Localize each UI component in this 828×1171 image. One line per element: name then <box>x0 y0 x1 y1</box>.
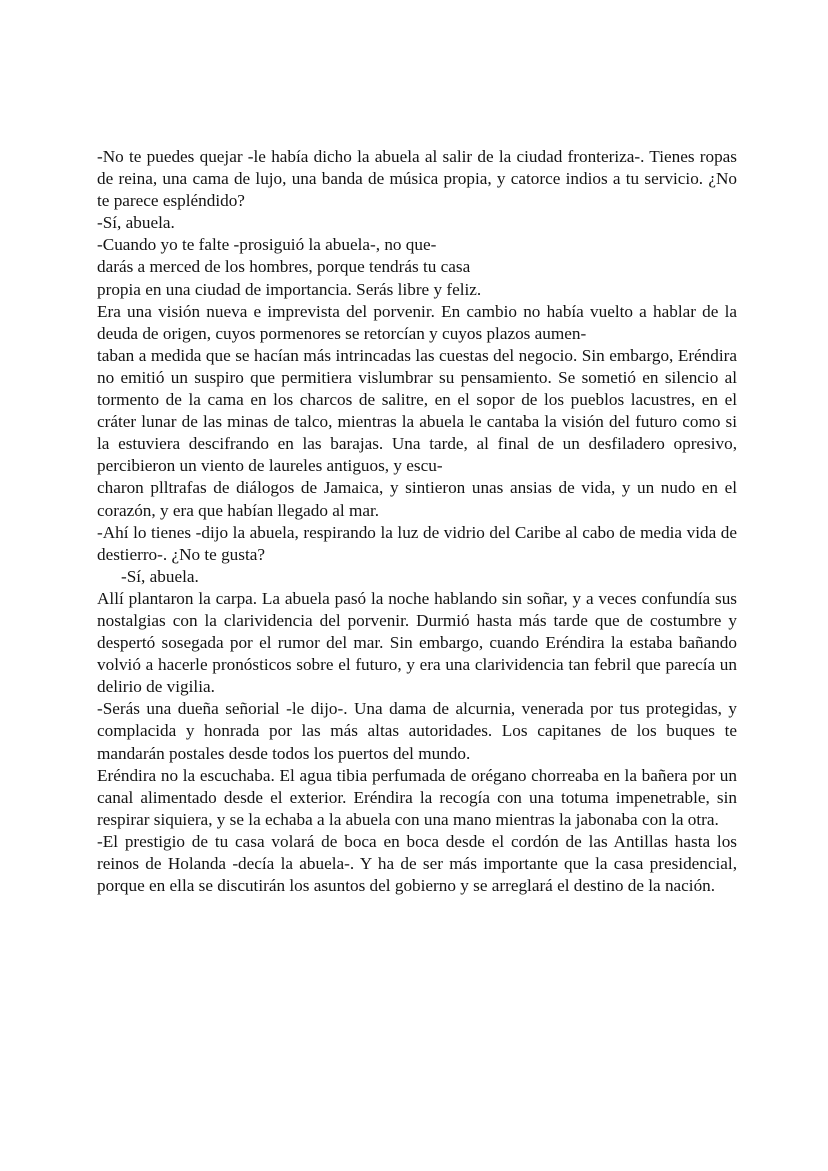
paragraph-3: -Cuando yo te falte -prosiguió la abuela-, no que- <box>97 235 437 255</box>
paragraph-11: Allí plantaron la carpa. La abuela pasó la noche hablando sin soñar, y a veces confundía sus nostalgias con la clarividencia del porvenir. Durmió hasta más tarde que de costumbre y despertó sosegada por el rumor del mar. Sin embargo, cuando Eréndira la estaba bañando volvió a hacerle pronósticos sobre el futuro, y era una clarividencia tan febril que parecía un delirio de vigilia. <box>97 588 737 697</box>
paragraph-5: propia en una ciudad de importancia. Serás libre y feliz. <box>97 279 482 299</box>
paragraph-14: -El prestigio de tu casa volará de boca en boca desde el cordón de las Antillas hasta los reinos de Holanda -decía la abuela-. Y ha de ser más importante que la casa presidencial, porque en ella se discutirán los asuntos del gobierno y se arreglará el destino de la nación. <box>97 831 737 896</box>
paragraph-8: charon plltrafas de diálogos de Jamaica, y sintieron unas ansias de vida, y un nudo en el corazón, y era que habían llegado al mar. <box>97 478 737 520</box>
paragraph-7: taban a medida que se hacían más intrincadas las cuestas del negocio. Sin embargo, Eréndira no emitió un suspiro que permitiera vislumbrar su pensamiento. Se sometió en silencio al tormento de la cama en los charcos de salitre, en el sopor de los pueblos lacustres, en el cráter lunar de las minas de talco, mientras la abuela le cantaba la visión del futuro como si la estuviera descifrando en las barajas. Una tarde, al final de un desfiladero opresivo, percibieron un viento de laureles antiguos, y escu- <box>97 345 737 476</box>
paragraph-6: Era una visión nueva e imprevista del porvenir. En cambio no había vuelto a hablar de la deuda de origen, cuyos pormenores se retorcían y cuyos plazos aumen- <box>97 301 737 343</box>
paragraph-10: -Sí, abuela. <box>121 566 199 586</box>
paragraph-1: -No te puedes quejar -le había dicho la abuela al salir de la ciudad fronteriza-. Tienes ropas de reina, una cama de lujo, una banda de música propia, y catorce indios a tu servicio. ¿No te parece espléndido? <box>97 147 737 211</box>
paragraph-12: -Serás una dueña señorial -le dijo-. Una dama de alcurnia, venerada por tus protegidas, y complacida y honrada por las más altas autoridades. Los capitanes de los buques te mandarán postales desde todos los puertos del mundo. <box>97 699 737 763</box>
paragraph-2: -Sí, abuela. <box>97 213 175 233</box>
paragraph-9: -Ahí lo tienes -dijo la abuela, respirando la luz de vidrio del Caribe al cabo de media vida de destierro-. ¿No te gusta? <box>97 522 737 564</box>
body-text <box>97 146 737 897</box>
paragraph-4: darás a merced de los hombres, porque tendrás tu casa <box>97 257 471 277</box>
paragraph-13: Eréndira no la escuchaba. El agua tibia perfumada de orégano chorreaba en la bañera por un canal alimentado desde el exterior. Eréndira la recogía con una totuma impenetrable, sin respirar siquiera, y se la echaba a la abuela con una mano mientras la jabonaba con la otra. <box>97 765 737 829</box>
